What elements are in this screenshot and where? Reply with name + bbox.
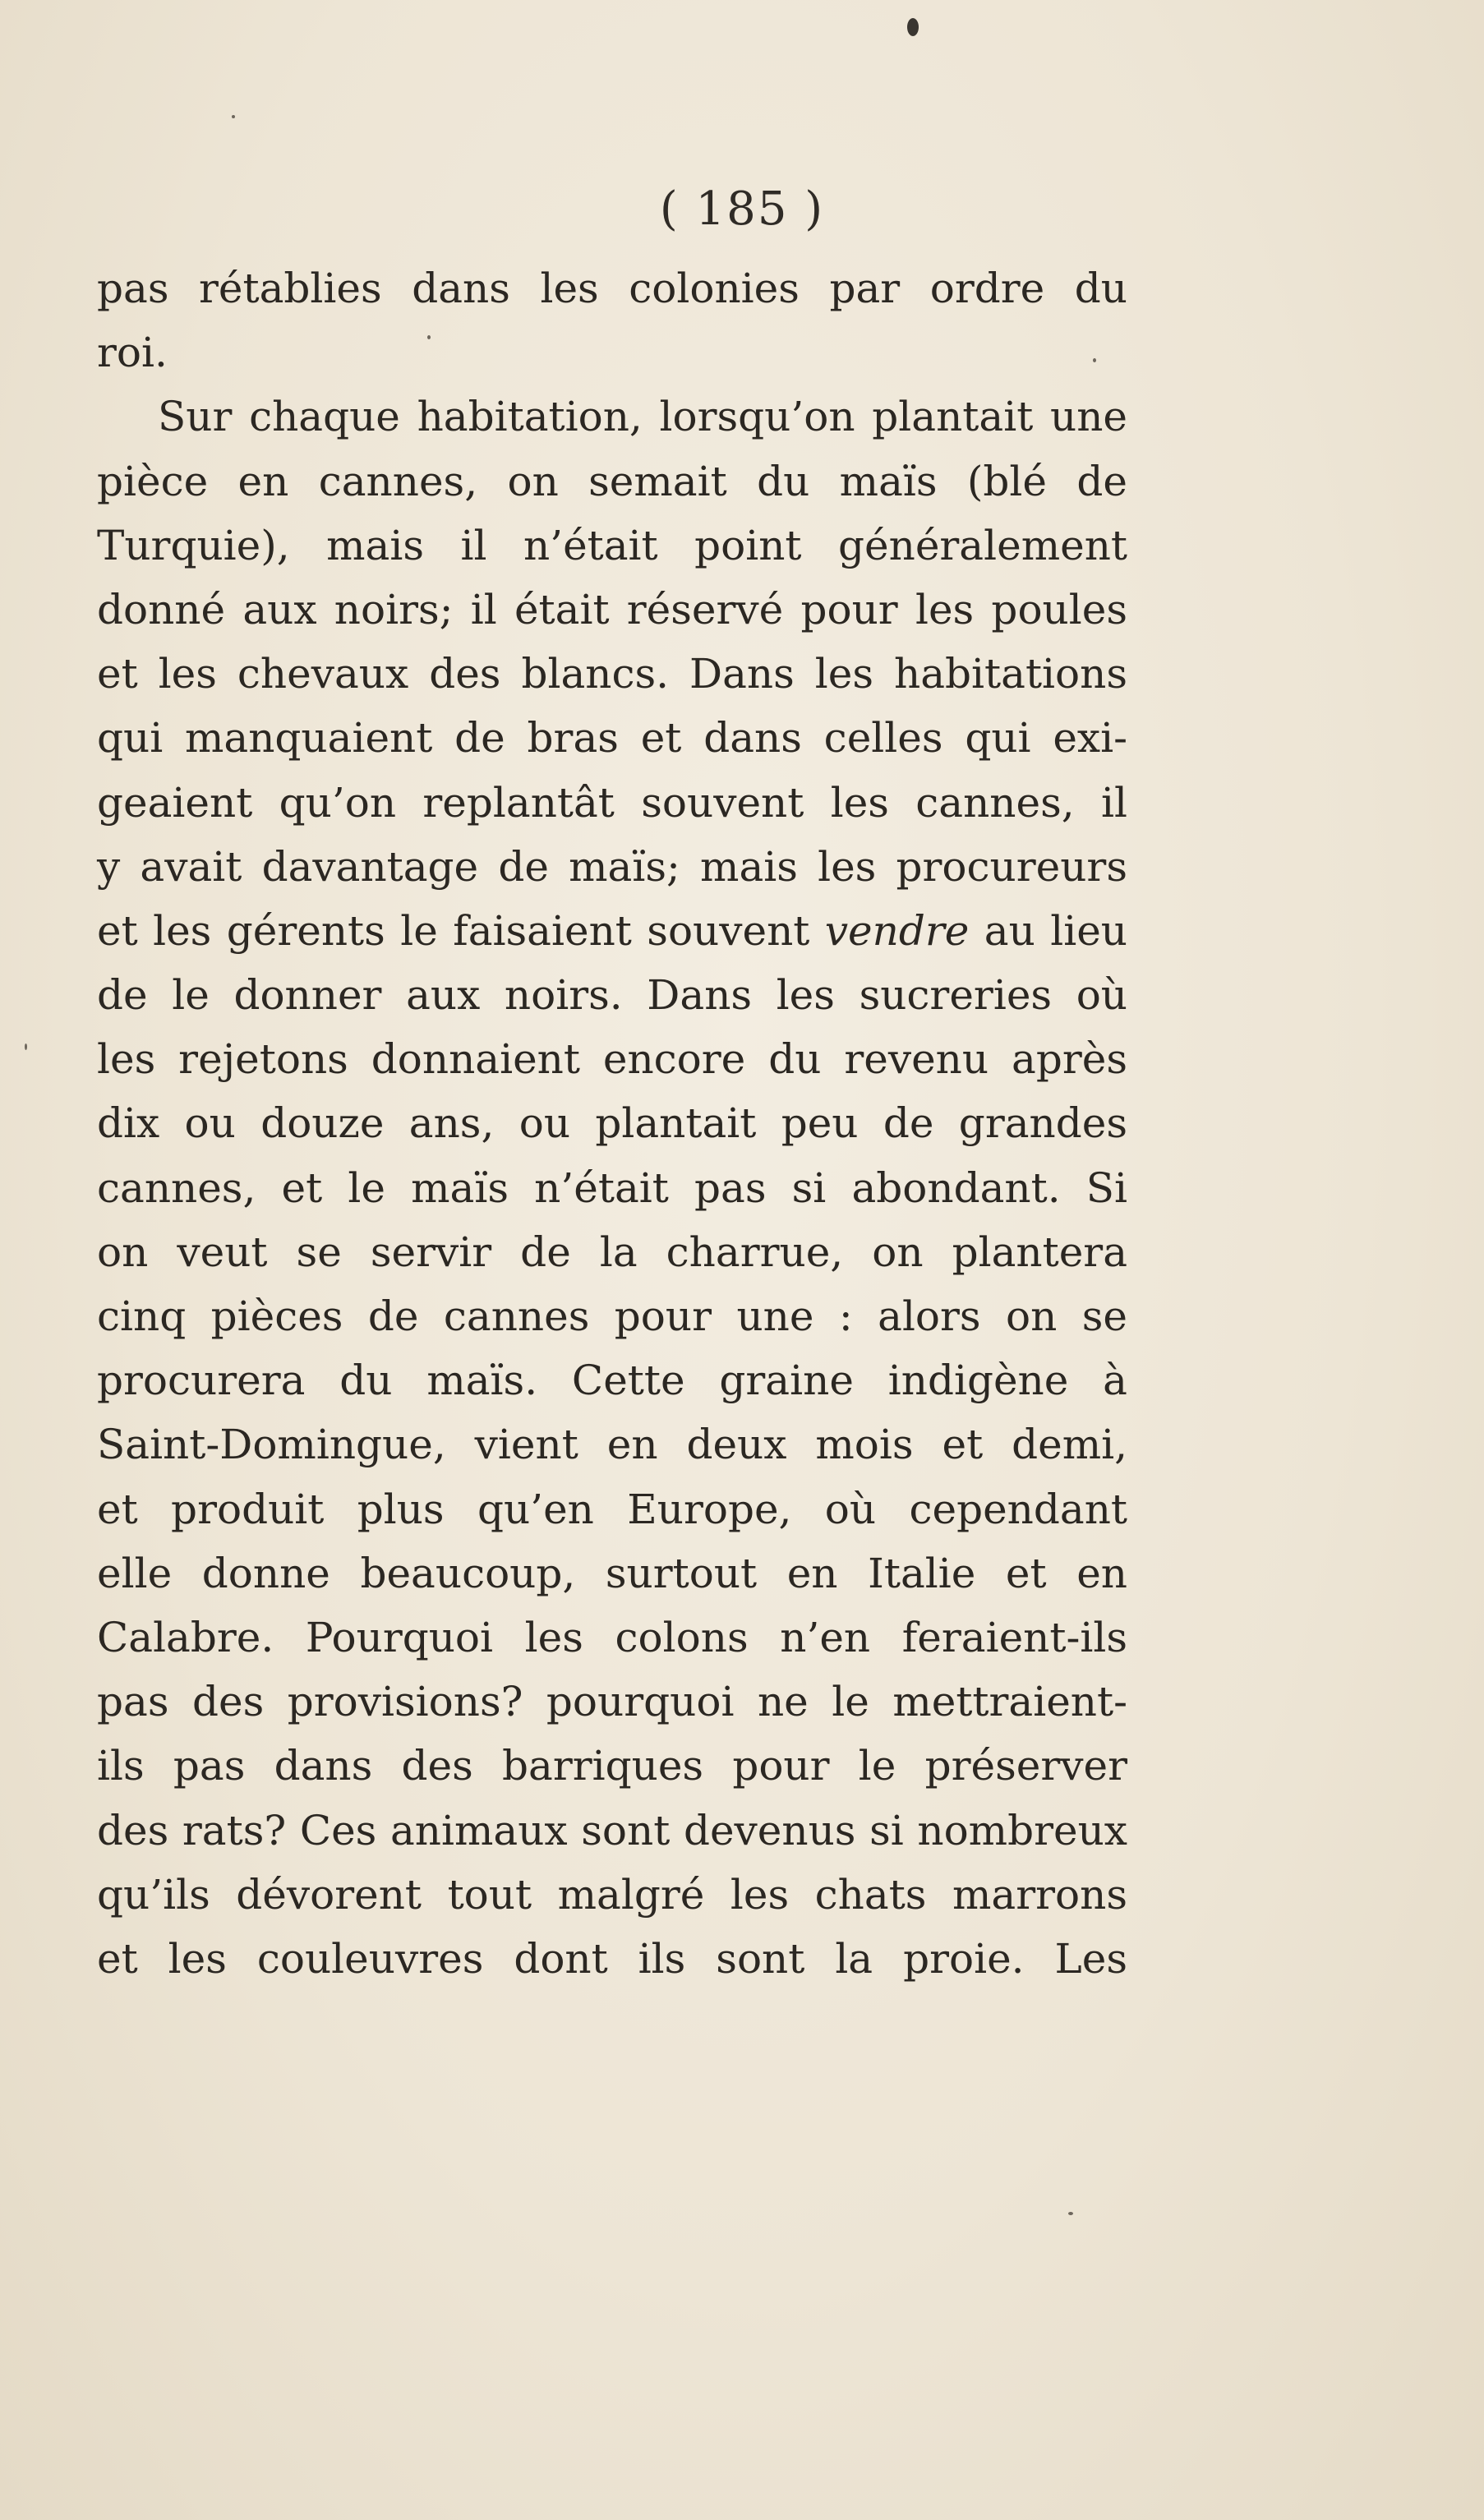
- text-line: et les chevaux des blancs. Dans les habitations: [97, 650, 1127, 698]
- page-number: ( 185 ): [659, 182, 825, 236]
- text-line: on veut se servir de la charrue, on plantera: [97, 1228, 1127, 1276]
- text-line: pas rétablies dans les colonies par ordre du: [97, 265, 1127, 312]
- text-line: cannes, et le maïs n’était pas si abondant. Si: [97, 1163, 1127, 1212]
- text-line: dix ou douze ans, ou plantait peu de grandes: [97, 1099, 1127, 1148]
- text-line: les rejetons donnaient encore du revenu après: [97, 1035, 1127, 1084]
- text-line: Sur chaque habitation, lorsqu’on plantait une: [158, 393, 1127, 441]
- text-line: procurera du maïs. Cette graine indigène à: [97, 1357, 1127, 1405]
- ink-blot: [907, 18, 919, 36]
- text-line: ils pas dans des barriques pour le préserver: [97, 1742, 1127, 1790]
- text-line: qui manquaient de bras et dans celles qui exi-: [97, 714, 1127, 762]
- paper-speck: [232, 115, 235, 118]
- text-line: et les couleuvres dont ils sont la proie. Les: [97, 1934, 1127, 1983]
- text-segment: au lieu: [984, 906, 1127, 955]
- text-line: elle donne beaucoup, surtout en Italie et en: [97, 1549, 1127, 1597]
- text-line: pièce en cannes, on semait du maïs (blé de: [97, 457, 1127, 505]
- text-line: donné aux noirs; il était réservé pour les poules: [97, 585, 1127, 633]
- paper-speck: [1068, 2212, 1073, 2215]
- text-line: cinq pièces de cannes pour une : alors on se: [97, 1292, 1127, 1340]
- text-line: de le donner aux noirs. Dans les sucreries où: [97, 971, 1127, 1020]
- text-line: des rats? Ces animaux sont devenus si nombreux: [97, 1806, 1127, 1854]
- text-line: y avait davantage de maïs; mais les procureurs: [97, 842, 1127, 891]
- body-text: [97, 256, 1127, 1991]
- text-line: pas des provisions? pourquoi ne le mettraient-: [97, 1678, 1127, 1726]
- text-line: qu’ils dévorent tout malgré les chats marrons: [97, 1870, 1127, 1919]
- text-line: Saint-Domingue, vient en deux mois et demi,: [97, 1421, 1127, 1469]
- italic-word: vendre: [824, 906, 970, 955]
- text-line-with-italic: [97, 899, 1127, 963]
- text-line: et produit plus qu’en Europe, où cependant: [97, 1485, 1127, 1533]
- text-line: roi.: [97, 329, 168, 377]
- text-segment: et les gérents le faisaient souvent: [97, 906, 810, 955]
- paper-speck: [25, 1043, 27, 1050]
- text-line: Turquie), mais il n’était point généralement: [97, 521, 1127, 569]
- text-line: Calabre. Pourquoi les colons n’en feraient-ils: [97, 1613, 1127, 1661]
- text-line: geaient qu’on replantât souvent les cannes, il: [97, 778, 1127, 827]
